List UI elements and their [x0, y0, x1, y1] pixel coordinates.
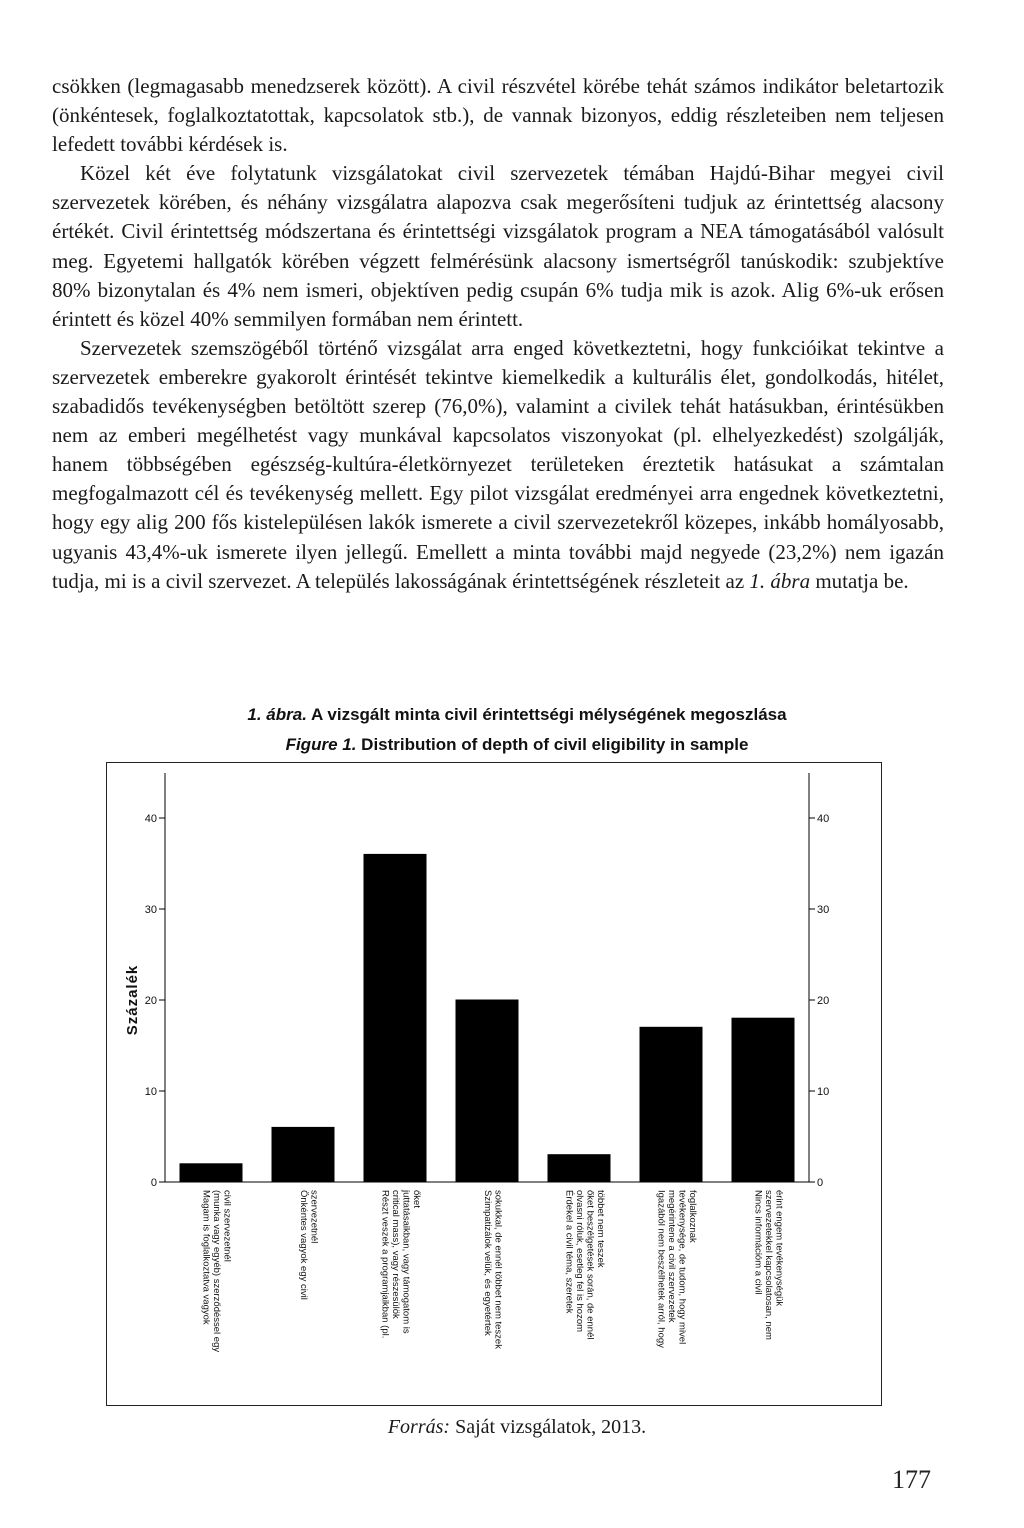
paragraph-3: [52, 334, 944, 596]
category-label-7: [753, 1190, 785, 1340]
y-tick-label-right: 30: [817, 904, 830, 916]
category-label-1: [201, 1190, 233, 1352]
y-axis-label: Százalék: [124, 964, 141, 1036]
y-tick-label-right: 40: [817, 813, 830, 825]
category-label-line: tevékenysége, de tudom, hogy mivel: [676, 1190, 688, 1345]
category-label-line: érint engem tevékenységük: [773, 1190, 785, 1307]
paragraph-2: Közel két éve folytatunk vizsgálatokat civil szervezetek témában Hajdú-Bihar megyei civil szervezetek körében, és néhány vizsgálatra alapozva csak megerősíteni tudjuk az érintettség alacsony értékét. Civil érintettség módszertana és érintettségi vizsgálatok program a NEA támogatásából valósult meg. Egyetemi hallgatók körében végzett felmérésünk alacsony ismertségről tanúskodik: szubjektíve 80% bizonytalan és 4% nem ismeri, objektíven pedig csupán 6% tudja mik is azok. Alig 6%-uk erősen érintett és közel 40% semmilyen formában nem érintett.: [52, 161, 944, 331]
bar-6: [640, 1027, 702, 1182]
bar-2: [272, 1127, 334, 1182]
category-label-line: (munka vagy egyéb) szerződéssel egy: [211, 1190, 222, 1353]
bar-1: [180, 1164, 242, 1182]
bar-3: [364, 854, 426, 1182]
bar-7: [732, 1018, 794, 1182]
figure-caption-en: [52, 735, 982, 755]
category-label-line: Önkéntes vagyok egy civil: [297, 1190, 309, 1300]
category-label-line: Nincs információm a civil: [752, 1190, 764, 1295]
category-label-line: Igazából nem beszélhetek arról, hogy: [655, 1190, 667, 1348]
category-label-line: többet nem teszek: [594, 1190, 606, 1268]
bar-chart: [107, 763, 883, 1407]
figure-title-hu: A vizsgált minta civil érintettségi mélységének megoszlása: [311, 705, 787, 724]
y-tick-label-left: 10: [144, 1086, 157, 1098]
paragraph-3-end: mutatja be.: [810, 568, 909, 593]
figure-source: [52, 1416, 982, 1439]
y-tick-label-right: 0: [817, 1177, 824, 1189]
category-label-line: Részt veszek a programjaikban (pl.: [379, 1190, 391, 1339]
bar-4: [456, 1000, 518, 1182]
category-label-3: [379, 1189, 422, 1338]
category-label-line: critical mass), vagy részesülök: [389, 1190, 401, 1319]
y-tick-label-left: 0: [150, 1177, 157, 1189]
category-label-2: [298, 1190, 320, 1300]
source-label: Forrás:: [387, 1416, 451, 1438]
figure-title-en: Distribution of depth of civil eligibility in sample: [361, 735, 749, 754]
category-label-line: szervezetekkel kapcsolatosan, nem: [763, 1190, 774, 1340]
category-label-line: őket beszélgetések során, de ennél: [584, 1190, 596, 1340]
category-label-line: szervezetnél: [308, 1190, 320, 1244]
category-label-line: Szimpatizálok velük, és egyetértek: [481, 1190, 493, 1336]
category-label-line: foglalkoznak: [686, 1190, 698, 1243]
y-tick-label-left: 30: [144, 904, 157, 916]
body-text: [52, 72, 944, 596]
category-label-4: [482, 1190, 504, 1349]
category-label-line: megérintene a civil szervezetek: [665, 1190, 677, 1323]
category-label-line: Érdekel a civil téma, szeretek: [563, 1190, 575, 1314]
category-label-line: olvasni róluk, esetleg fel is hozom: [573, 1190, 585, 1333]
figure-caption-hu: [52, 705, 982, 725]
figure-reference: 1. ábra: [749, 568, 811, 593]
figure-number-en: Figure 1.: [285, 735, 357, 754]
page-number: 177: [892, 1465, 931, 1494]
bar-5: [548, 1155, 610, 1182]
category-label-line: sokukkal, de ennél többet nem teszek: [492, 1190, 504, 1349]
category-label-line: Magam is foglalkoztatva vagyok: [200, 1190, 212, 1325]
category-label-6: [655, 1190, 698, 1348]
figure-number-hu: 1. ábra.: [247, 705, 307, 724]
figure-frame: [106, 762, 882, 1406]
category-label-5: [563, 1190, 606, 1339]
category-label-line: juttatásaikban, vagy támogatom is: [400, 1190, 412, 1334]
paragraph-3-text: Szervezetek szemszögéből történő vizsgálat arra enged következtetni, hogy funkcióikat tekintve a szervezetek emberekre gyakorolt érintését tekintve kiemelkedik a kulturális élet, gondolkodás, hitélet, szabadidős tevékenységben betöltött szerep (76,0%), valamint a civilek tehát hatásukban, érintésükben nem az emberi megélhetést vagy munkával kapcsolatos viszonyokat (pl. elhelyezkedést) szolgálják, hanem többségében egészség-kultúra-életkörnyezet területeken éreztetik hatásukat a számtalan megfogalmazott cél és tevékenység mellett. Egy pilot vizsgálat eredményei arra engednek következtetni, hogy egy alig 200 fős kistelepülésen lakók ismerete a civil szervezetekről közepes, inkább homályosabb, ugyanis 43,4%-uk ismerete ilyen jellegű. Emellett a minta további majd negyede (23,2%) nem igazán tudja, mi is a civil szervezet. A település lakosságának érintettségének részleteit az: [52, 335, 944, 593]
category-label-line: őket: [410, 1190, 422, 1208]
y-tick-label-left: 20: [144, 995, 157, 1007]
y-tick-label-right: 10: [817, 1086, 830, 1098]
y-tick-label-left: 40: [144, 813, 157, 825]
y-tick-label-right: 20: [817, 995, 830, 1007]
source-text: Saját vizsgálatok, 2013.: [455, 1416, 647, 1438]
category-label-line: civil szervezetnél: [221, 1190, 233, 1262]
paragraph-1: csökken (legmagasabb menedzserek között). A civil részvétel körébe tehát számos indikátor beletartozik (önkéntesek, foglalkoztatottak, kapcsolatok stb.), de vannak bizonyos, eddig részleteiben nem teljesen lefedett további kérdések is.: [52, 74, 944, 157]
